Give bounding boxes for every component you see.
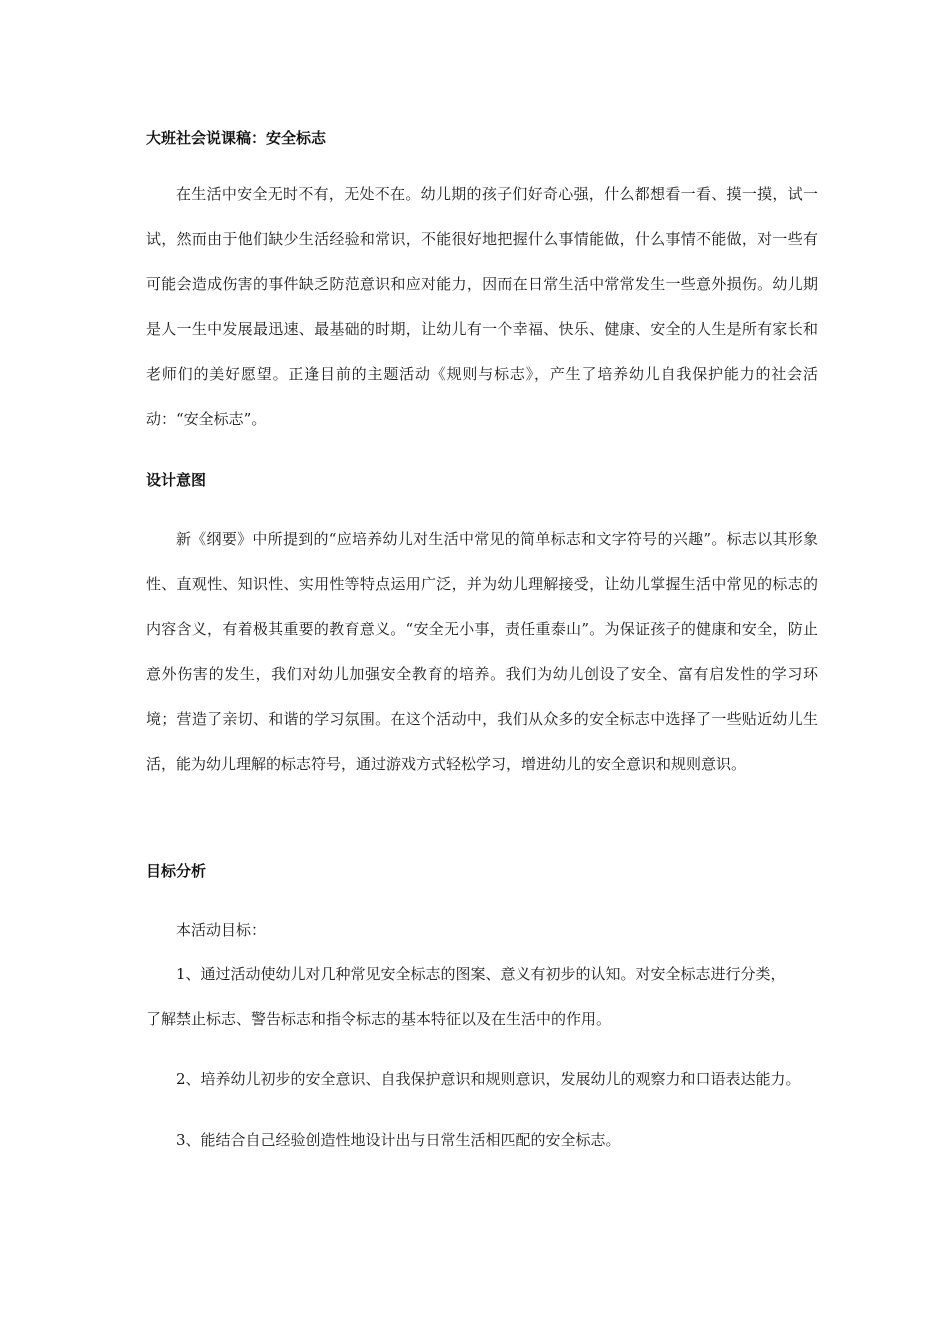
goal-1-line-1: 1、通过活动使幼儿对几种常见安全标志的图案、意义有初步的认知。对安全标志进行分类， bbox=[176, 965, 786, 983]
intro-paragraph: 在生活中安全无时不有，无处不在。幼儿期的孩子们好奇心强，什么都想看一看、摸一摸，试一试，然而由于他们缺少生活经验和常识，不能很好地把握什么事情能做，什么事情不能做，对一些有可能会造成伤害的事件缺乏防范意识和应对能力，因而在日常生活中常常发生一些意外损伤。幼儿期是人一生中发展最迅速、最基础的时期，让幼儿有一个幸福、快乐、健康、安全的人生是所有家长和老师们的美好愿望。正逢目前的主题活动《规则与标志》，产生了培养幼儿自我保护能力的社会活动：“安全标志”。 bbox=[146, 185, 818, 428]
goal-2: 2、培养幼儿初步的安全意识、自我保护意识和规则意识，发展幼儿的观察力和口语表达能力。 bbox=[176, 1070, 801, 1088]
goal-1-line-2: 了解禁止标志、警告标志和指令标志的基本特征以及在生活中的作用。 bbox=[146, 1010, 612, 1028]
goals-intro: 本活动目标： bbox=[176, 921, 267, 939]
document-title: 大班社会说课稿：安全标志 bbox=[146, 129, 327, 147]
goal-analysis-heading: 目标分析 bbox=[146, 862, 207, 880]
goal-3: 3、能结合自己经验创造性地设计出与日常生活相匹配的安全标志。 bbox=[176, 1131, 621, 1149]
design-intent-paragraph: 新《纲要》中所提到的“应培养幼儿对生活中常见的简单标志和文字符号的兴趣”。标志以其形象性、直观性、知识性、实用性等特点运用广泛，并为幼儿理解接受，让幼儿掌握生活中常见的标志的内容含义，有着极其重要的教育意义。“安全无小事，责任重泰山”。为保证孩子的健康和安全，防止意外伤害的发生，我们对幼儿加强安全教育的培养。我们为幼儿创设了安全、富有启发性的学习环境；营造了亲切、和谐的学习氛围。在这个活动中，我们从众多的安全标志中选择了一些贴近幼儿生活，能为幼儿理解的标志符号，通过游戏方式轻松学习，增进幼儿的安全意识和规则意识。 bbox=[146, 530, 818, 773]
design-intent-heading: 设计意图 bbox=[146, 471, 207, 489]
